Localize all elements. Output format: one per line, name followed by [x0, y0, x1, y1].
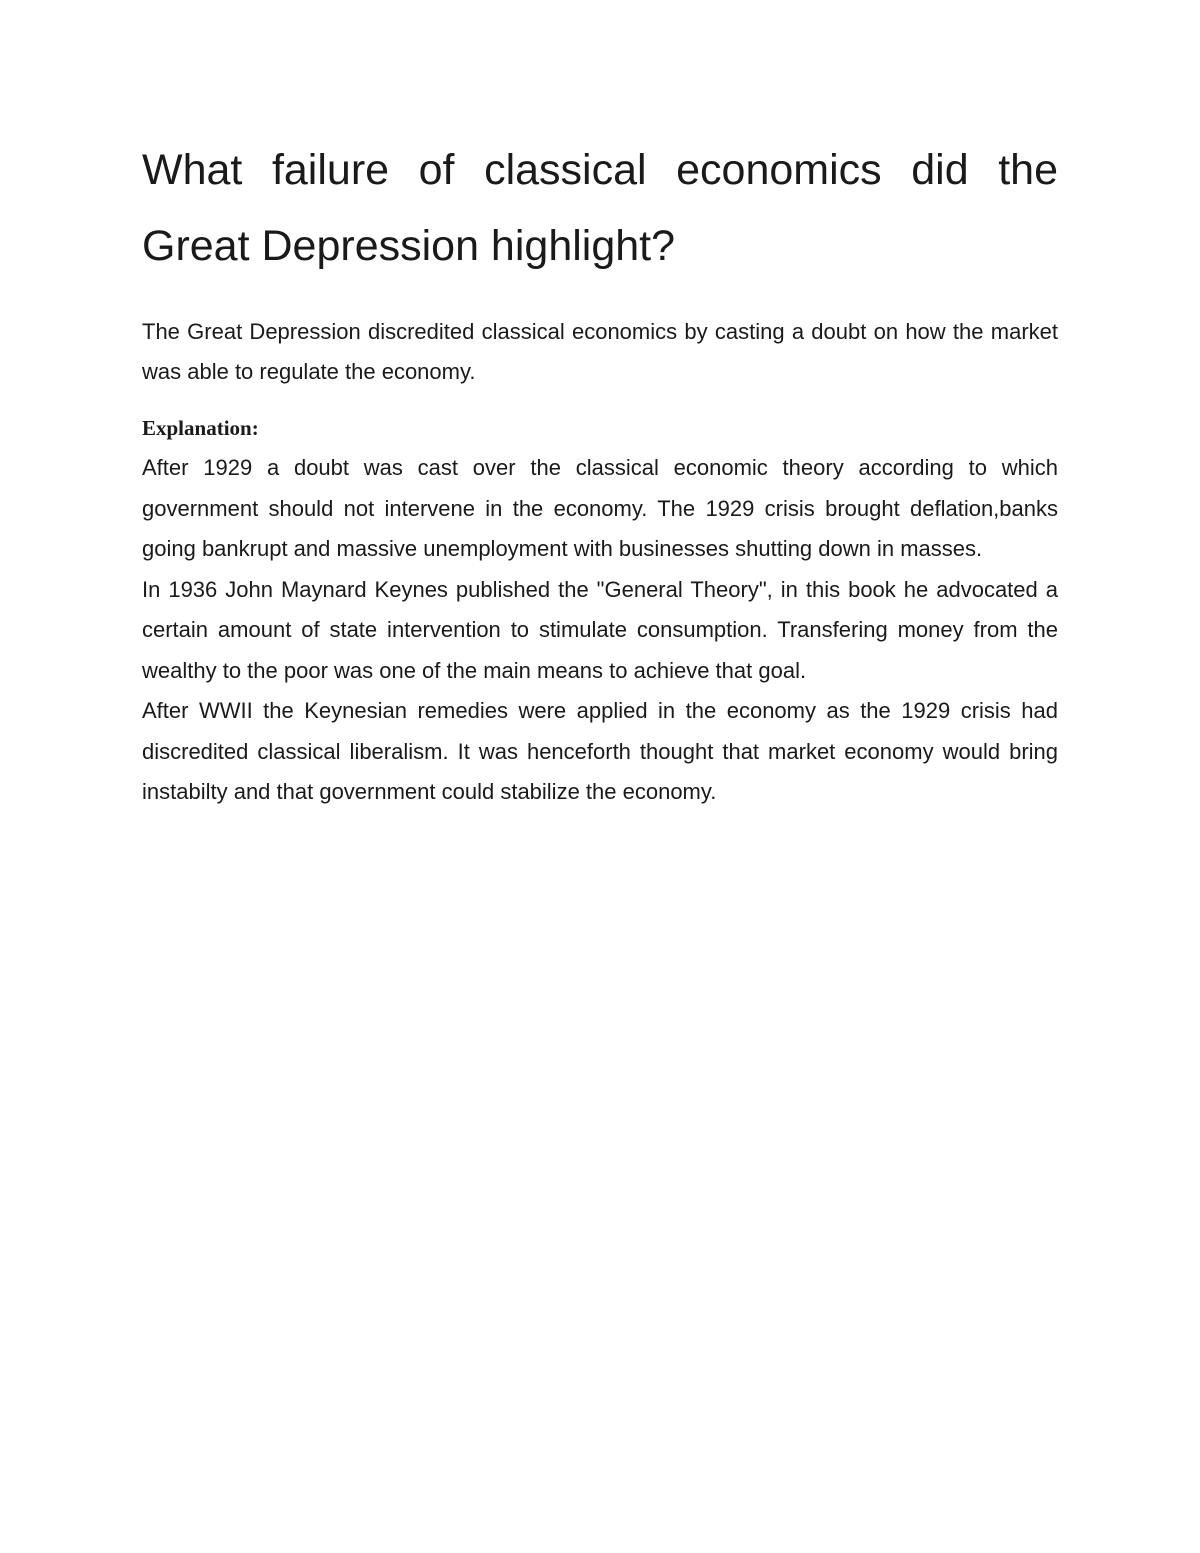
explanation-heading: Explanation: [142, 416, 259, 440]
explanation-paragraph-1: After 1929 a doubt was cast over the classical economic theory according to which government should not intervene in the economy. The 1929 crisis brought deflation,banks going bankrupt and massive unemployment with businesses shutting down in masses. [142, 455, 1058, 561]
answer-text: The Great Depression discredited classical economics by casting a doubt on how the market was able to regulate the economy. [142, 319, 1058, 384]
question-title: What failure of classical economics did the Great Depression highlight? [142, 146, 1058, 270]
explanation-paragraph-2: In 1936 John Maynard Keynes published the "General Theory", in this book he advocated a certain amount of state intervention to stimulate consumption. Transfering money from the wealthy to the poor was one of the main means to achieve that goal. [142, 576, 1058, 683]
explanation-paragraph-3: After WWII the Keynesian remedies were applied in the economy as the 1929 crisis had discredited classical liberalism. It was henceforth thought that market economy would bring instabilty and that government could stabilize the economy. [142, 698, 1058, 804]
document-content [142, 132, 1058, 813]
